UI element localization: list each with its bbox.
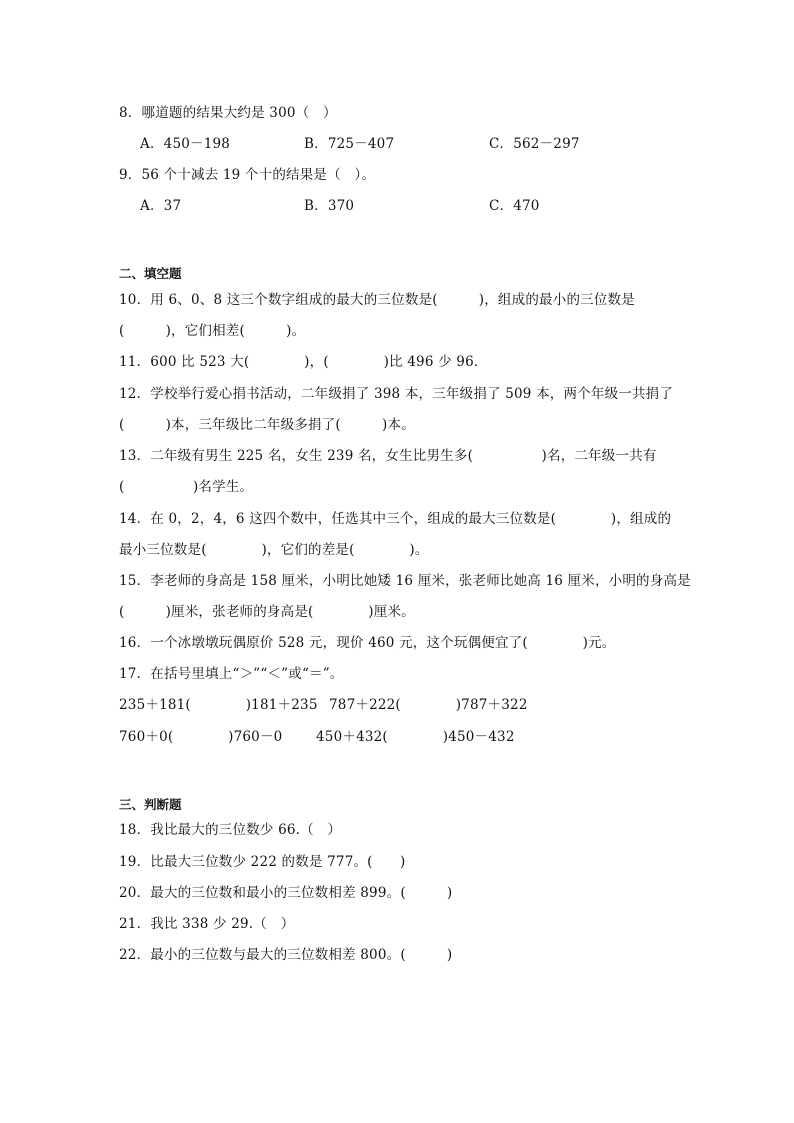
question-16: 16．一个冰墩墩玩偶原价 528 元，现价 460 元，这个玩偶便宜了( )元。 [119, 635, 616, 651]
q9-option-b: B．370 [304, 198, 355, 214]
question-9: 9．56 个十减去 19 个十的结果是（ ）。 [119, 167, 376, 183]
q8-option-c: C．562－297 [489, 136, 580, 152]
q17-expression-3: 760＋0( )760－0 [119, 729, 283, 745]
q8-option-b: B．725－407 [304, 136, 395, 152]
question-21: 21．我比 338 少 29.（ ） [119, 916, 295, 932]
question-19: 19．比最大三位数少 222 的数是 777。( ) [119, 854, 406, 870]
question-11: 11．600 比 523 大( )，( )比 496 少 96． [119, 354, 488, 370]
question-12-line-2: ( )本，三年级比二年级多捐了( )本。 [119, 417, 415, 433]
question-13-line-2: ( )名学生。 [119, 479, 254, 495]
question-22: 22．最小的三位数与最大的三位数相差 800。( ) [119, 947, 453, 963]
question-15-line-1: 15．李老师的身高是 158 厘米，小明比她矮 16 厘米，张老师比她高 16 厘米，小明的身高是 [119, 573, 691, 589]
question-8: 8．哪道题的结果大约是 300（ ） [119, 105, 337, 121]
q17-expression-2: 787＋222( )787＋322 [329, 697, 528, 713]
question-18: 18．我比最大的三位数少 66.（ ） [119, 822, 342, 838]
q9-option-a: A．37 [140, 198, 182, 214]
q17-expression-1: 235＋181( )181＋235 [119, 697, 318, 713]
question-14-line-2: 最小三位数是( )，它们的差是( )。 [119, 542, 429, 558]
q17-expression-4: 450＋432( )450－432 [316, 729, 515, 745]
question-10-line-2: ( )，它们相差( )。 [119, 323, 306, 339]
section-fill-in-title: 二、填空题 [119, 266, 182, 281]
question-13-line-1: 13．二年级有男生 225 名，女生 239 名，女生比男生多( )名，二年级一共有 [119, 448, 657, 464]
question-20: 20．最大的三位数和最小的三位数相差 899。( ) [119, 885, 453, 901]
section-true-false-title: 三、判断题 [119, 797, 182, 812]
q9-option-c: C．470 [489, 198, 540, 214]
question-10-line-1: 10．用 6、0、8 这三个数字组成的最大的三位数是( )，组成的最小的三位数是 [119, 292, 635, 308]
question-14-line-1: 14．在 0，2，4，6 这四个数中，任选其中三个，组成的最大三位数是( )，组成的 [119, 511, 672, 527]
q8-option-a: A．450－198 [140, 136, 231, 152]
question-12-line-1: 12．学校举行爱心捐书活动，二年级捐了 398 本，三年级捐了 509 本，两个年级一共捐了 [119, 386, 674, 402]
question-15-line-2: ( )厘米，张老师的身高是( )厘米。 [119, 604, 415, 620]
question-17: 17．在括号里填上“＞”“＜”或“＝”。 [119, 666, 344, 682]
